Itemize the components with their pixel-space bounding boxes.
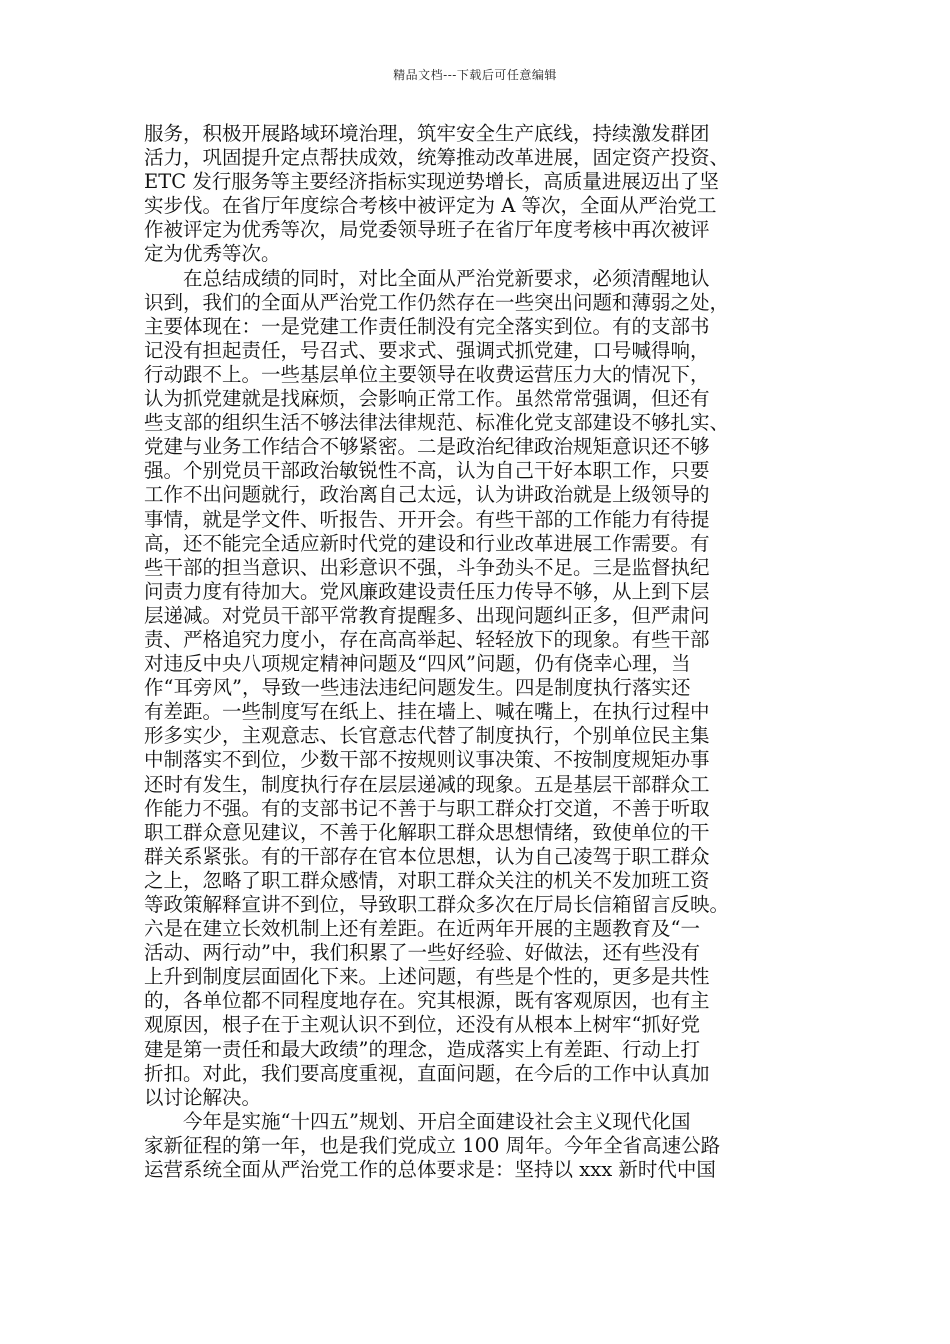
page-header: 精品文档---下载后可任意编辑	[393, 68, 557, 82]
paragraph-problems: 在总结成绩的同时，对比全面从严治党新要求，必须清醒地认 识到，我们的全面从严治党工作仍然存在一些突出问题和薄弱之处， 主要体现在：一是党建工作责任制没有完全落实到位。有的支部书 记没有担起责任，号召式、要求式、强调式抓党建，口号喊得响， 行动跟不上。一些基层单位主要领导在收费运营压力大的情况下， 认为抓党建就是找麻烦，会影响正常工作。虽然常常强调，但还有 些支部的组织生活不够法律法律规范、标准化党支部建设不够扎实、 党建与业务工作结合不够紧密。二是政治纪律政治规矩意识还不够 强。个别党员干部政治敏锐性不高，认为自己干好本职工作，只要 工作不出问题就行，政治离自己太远，认为讲政治就是上级领导的 事情，就是学文件、听报告、开开会。有些干部的工作能力有待提 高，还不能完全适应新时代党的建设和行业改革进展工作需要。有 些干部的担当意识、出彩意识不强，斗争劲头不足。三是监督执纪 问责力度有待加大。党风廉政建设责任压力传导不够，从上到下层 层递减。对党员干部平常教育提醒多、出现问题纠正多，但严肃问 责、严格追究力度小，存在高高举起、轻轻放下的现象。有些干部 对违反中央八项规定精神问题及“四风”问题，仍有侥幸心理，当 作“耳旁风”，导致一些违法违纪问题发生。四是制度执行落实还 有差距。一些制度写在纸上、挂在墙上、喊在嘴上，在执行过程中 形多实少，主观意志、长官意志代替了制度执行，个别单位民主集 中制落实不到位，少数干部不按规则议事决策、不按制度规矩办事 还时有发生，制度执行存在层层递减的现象。五是基层干部群众工 作能力不强。有的支部书记不善于与职工群众打交道，不善于听取 职工群众意见建议，不善于化解职工群众思想情绪，致使单位的干 群关系紧张。有的干部存在官本位思想，认为自己凌驾于职工群众 之上，忽略了职工群众感情，对职工群众关注的机关不发加班工资 等政策解释宣讲不到位，导致职工群众多次在厅局长信箱留言反映。 六是在建立长效机制上还有差距。在近两年开展的主题教育及“一 活动、两行动”中，我们积累了一些好经验、好做法，还有些没有 上升到制度层面固化下来。上述问题，有些是个性的，更多是共性 的，各单位都不同程度地存在。究其根源，既有客观原因，也有主 观原因，根子在于主观认识不到位，还没有从根本上树牢“抓好党 建是第一责任和最大政绩”的理念，造成落实上有差距、行动上打 折扣。对此，我们要高度重视，直面问题，在今后的工作中认真加 以讨论解决。	[144, 266, 730, 1109]
paragraph-requirements: 今年是实施“十四五”规划、开启全面建设社会主义现代化国 家新征程的第一年，也是我们党成立 100 周年。今年全省高速公路 运营系统全面从严治党工作的总体要求是：坚持以 xxx 新时代中国	[144, 1109, 721, 1182]
paragraph-achievements: 服务，积极开展路域环境治理，筑牢安全生产底线，持续激发群团 活力，巩固提升定点帮扶成效，统筹推动改革进展，固定资产投资、 ETC 发行服务等主要经济指标实现逆势增长，高质量进展迈出了坚 实步伐。在省厅年度综合考核中被评定为 A 等次，全面从严治党工 作被评定为优秀等次，局党委领导班子在省厅年度考核中再次被评 定为优秀等次。	[144, 122, 730, 266]
document-body	[144, 122, 814, 1182]
